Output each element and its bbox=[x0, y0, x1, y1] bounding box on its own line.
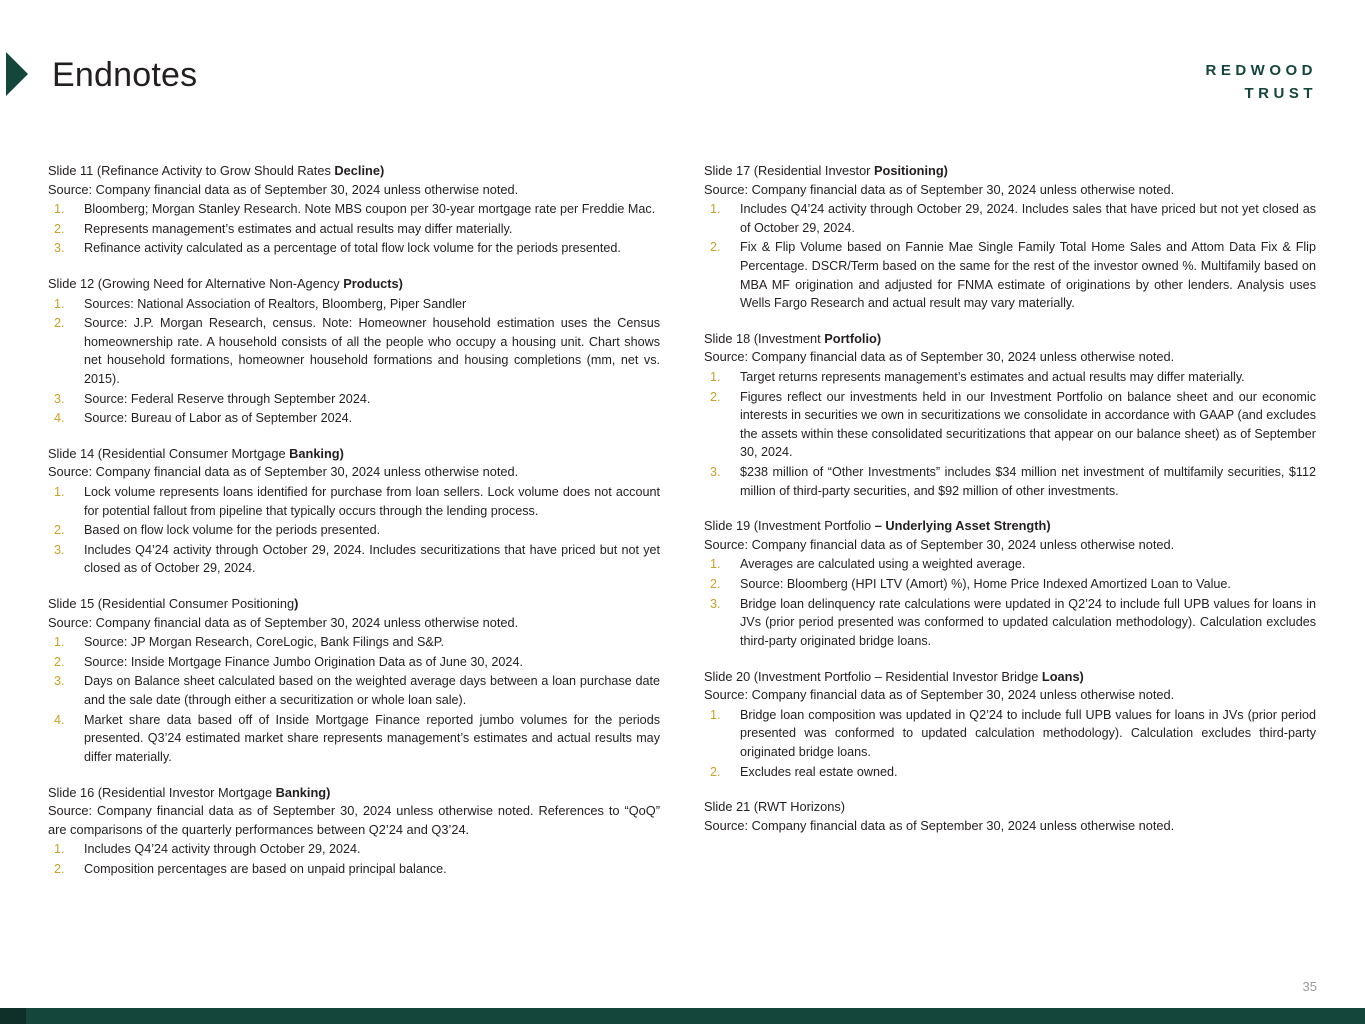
endnote-heading-emphasis: Loans) bbox=[1041, 668, 1084, 684]
endnote-list-item: Based on flow lock volume for the periods presented. bbox=[84, 523, 381, 538]
endnote-heading-text: Slide 21 (RWT Horizons) bbox=[704, 799, 846, 815]
endnote-list bbox=[48, 633, 660, 766]
endnote-block-heading bbox=[48, 595, 660, 614]
endnote-block bbox=[48, 445, 660, 578]
endnote-list-item: $238 million of “Other Investments” includes $34 million net investment of multifamily securities, $112 million of third-party securities, and $92 million of other investments. bbox=[740, 465, 1316, 498]
endnote-block-source: Source: Company financial data as of September 30, 2024 unless otherwise noted. bbox=[48, 181, 519, 197]
endnote-heading-emphasis: Decline) bbox=[334, 163, 385, 178]
endnote-heading-text: Slide 14 (Residential Consumer Mortgage bbox=[48, 445, 290, 461]
endnote-heading-text: Slide 11 (Refinance Activity to Grow Should Rates bbox=[48, 163, 335, 178]
endnote-block-heading bbox=[704, 517, 1316, 536]
endnote-heading-text: Slide 19 (Investment Portfolio bbox=[704, 518, 875, 534]
endnote-list-item: Lock volume represents loans identified for purchase from loan sellers. Lock volume does not account for potential fallout from pipeline that typically occurs through the lending process. bbox=[84, 484, 660, 518]
endnote-list-item: Includes Q4’24 activity through October 29, 2024. Includes sales that have priced but not yet closed as of October 29, 2024. bbox=[740, 202, 1316, 235]
endnote-list-item: Averages are calculated using a weighted average. bbox=[740, 557, 1026, 572]
endnote-heading-text: Slide 12 (Growing Need for Alternative Non-Agency bbox=[48, 275, 344, 291]
brand-line-1: REDWOOD bbox=[1205, 62, 1317, 79]
endnote-block bbox=[704, 330, 1316, 500]
endnote-heading-emphasis: Products) bbox=[343, 275, 403, 291]
endnote-list bbox=[704, 555, 1316, 650]
endnote-block-heading bbox=[48, 275, 660, 294]
endnote-block-source: Source: Company financial data as of September 30, 2024 unless otherwise noted. bbox=[704, 349, 1175, 365]
endnote-list-item: Refinance activity calculated as a percentage of total flow lock volume for the periods presented. bbox=[84, 241, 621, 256]
endnote-list-item: Bridge loan delinquency rate calculations were updated in Q2’24 to include full UPB values for loans in JVs (prior period presented was conformed to updated calculation methodology). Calculation excludes third-party originated bridge loans. bbox=[740, 596, 1316, 648]
endnote-block-source: Source: Company financial data as of September 30, 2024 unless otherwise noted. bbox=[704, 536, 1175, 552]
endnote-block-source: Source: Company financial data as of September 30, 2024 unless otherwise noted. References to “QoQ” are comparisons of the quarterly performances between Q2’24 and Q3’24. bbox=[48, 803, 660, 837]
title-marker-icon bbox=[6, 52, 28, 96]
endnote-list-item: Target returns represents management’s estimates and actual results may differ materially. bbox=[740, 369, 1245, 384]
endnotes-column-right bbox=[704, 162, 1316, 895]
endnote-heading-text: Slide 16 (Residential Investor Mortgage bbox=[48, 784, 276, 800]
endnote-list-item: Source: JP Morgan Research, CoreLogic, Bank Filings and S&P. bbox=[84, 635, 445, 650]
endnote-list bbox=[704, 368, 1316, 500]
endnote-list-item: Composition percentages are based on unpaid principal balance. bbox=[84, 861, 447, 876]
endnote-list bbox=[704, 200, 1316, 313]
endnote-list-item: Includes Q4’24 activity through October 29, 2024. bbox=[84, 842, 361, 857]
endnote-block bbox=[48, 275, 660, 428]
endnote-list-item: Fix & Flip Volume based on Fannie Mae Single Family Total Home Sales and Attom Data Fix & Flip Percentage. DSCR/Term based on the same for the rest of the investor owned %. Multifamily based on MBA MF origination and adjusted for FNMA estimate of originations by other lenders. Analysis uses Wells Fargo Research and actual result may vary materially. bbox=[740, 240, 1316, 311]
endnote-block bbox=[704, 798, 1316, 835]
endnote-list bbox=[704, 706, 1316, 782]
endnote-block bbox=[704, 668, 1316, 782]
endnote-list-item: Bloomberg; Morgan Stanley Research. Note MBS coupon per 30-year mortgage rate per Freddie Mac. bbox=[84, 202, 656, 217]
endnote-block-heading bbox=[48, 445, 660, 464]
endnote-block-source: Source: Company financial data as of September 30, 2024 unless otherwise noted. bbox=[704, 181, 1175, 197]
endnote-block-source: Source: Company financial data as of September 30, 2024 unless otherwise noted. bbox=[704, 687, 1175, 703]
endnote-block bbox=[48, 162, 660, 258]
endnotes-column-left bbox=[48, 162, 660, 895]
endnote-block-source: Source: Company financial data as of September 30, 2024 unless otherwise noted. bbox=[48, 464, 519, 480]
endnote-list bbox=[48, 295, 660, 428]
endnote-list-item: Days on Balance sheet calculated based on the weighted average days between a loan purchase date and the sale date (through either a securitization or whole loan sale). bbox=[84, 674, 660, 708]
endnote-heading-text: Slide 15 (Residential Consumer Positioning bbox=[48, 596, 295, 612]
endnote-list-item: Represents management’s estimates and actual results may differ materially. bbox=[84, 221, 513, 236]
endnote-list bbox=[48, 840, 660, 878]
endnote-list-item: Source: Federal Reserve through September 2024. bbox=[84, 391, 371, 406]
endnote-block-source: Source: Company financial data as of September 30, 2024 unless otherwise noted. bbox=[704, 817, 1175, 833]
endnote-list-item: Sources: National Association of Realtors, Bloomberg, Piper Sandler bbox=[84, 296, 467, 311]
endnote-block bbox=[48, 784, 660, 879]
endnote-list-item: Bridge loan composition was updated in Q2’24 to include full UPB values for loans in JVs (prior period presented was conformed to updated calculation methodology). Calculation excludes third-party originated bridge loans. bbox=[740, 707, 1316, 759]
endnote-list-item: Source: Bureau of Labor as of September 2024. bbox=[84, 411, 353, 426]
footer-accent bbox=[0, 1008, 26, 1024]
endnote-list bbox=[48, 483, 660, 578]
brand-line-2: TRUST bbox=[1244, 84, 1317, 102]
endnote-list-item: Source: J.P. Morgan Research, census. Note: Homeowner household estimation uses the Census homeownership rate. A household consists of all the people who occupy a housing unit. Chart shows net household formations, homeowner household formations and housing completions (mm, net vs. 2015). bbox=[84, 316, 660, 387]
endnote-block-heading bbox=[48, 784, 660, 803]
endnote-list-item: Market share data based off of Inside Mortgage Finance reported jumbo volumes for the periods presented. Q3’24 estimated market share represents management’s estimates and actual results may differ materially. bbox=[84, 712, 660, 764]
endnote-block-source: Source: Company financial data as of September 30, 2024 unless otherwise noted. bbox=[48, 614, 519, 630]
endnote-block bbox=[704, 162, 1316, 313]
endnote-heading-text: Slide 17 (Residential Investor bbox=[704, 163, 875, 178]
page-title: Endnotes bbox=[52, 56, 198, 94]
endnote-block-heading bbox=[704, 668, 1316, 687]
endnote-heading-text: Slide 20 (Investment Portfolio – Residential Investor Bridge bbox=[704, 668, 1042, 684]
endnote-heading-emphasis: Positioning) bbox=[874, 163, 948, 178]
footer-bar bbox=[0, 1008, 1365, 1024]
endnote-block-heading bbox=[704, 162, 1316, 181]
endnote-list-item: Source: Bloomberg (HPI LTV (Amort) %), Home Price Indexed Amortized Loan to Value. bbox=[740, 577, 1231, 592]
endnote-list-item: Figures reflect our investments held in our Investment Portfolio on balance sheet and our economic interests in securities we own in securitizations we consolidate in accordance with GAAP (and excludes the assets within these consolidated securitizations that appear on our balance sheet) as of September 30, 2024. bbox=[740, 389, 1316, 460]
endnote-heading-emphasis: – Underlying Asset Strength) bbox=[874, 518, 1051, 534]
endnote-heading-emphasis: Banking) bbox=[275, 784, 331, 800]
endnote-heading-text: Slide 18 (Investment bbox=[704, 330, 825, 346]
endnotes-content bbox=[0, 162, 1365, 895]
endnote-heading-emphasis: Portfolio) bbox=[824, 330, 882, 346]
endnote-block bbox=[704, 517, 1316, 650]
endnote-block bbox=[48, 595, 660, 766]
endnote-list-item: Source: Inside Mortgage Finance Jumbo Origination Data as of June 30, 2024. bbox=[84, 654, 523, 669]
endnote-list bbox=[48, 200, 660, 258]
endnote-list-item: Includes Q4’24 activity through October 29, 2024. Includes securitizations that have priced but not yet closed as of October 29, 2024. bbox=[84, 542, 660, 576]
endnote-heading-emphasis: ) bbox=[294, 596, 299, 612]
endnote-list-item: Excludes real estate owned. bbox=[740, 764, 898, 779]
page-number: 35 bbox=[1302, 979, 1317, 994]
endnote-block-heading bbox=[48, 162, 660, 181]
endnote-block-heading bbox=[704, 798, 1316, 817]
endnote-block-heading bbox=[704, 330, 1316, 349]
company-logo bbox=[1206, 60, 1318, 105]
endnote-heading-emphasis: Banking) bbox=[289, 445, 344, 461]
